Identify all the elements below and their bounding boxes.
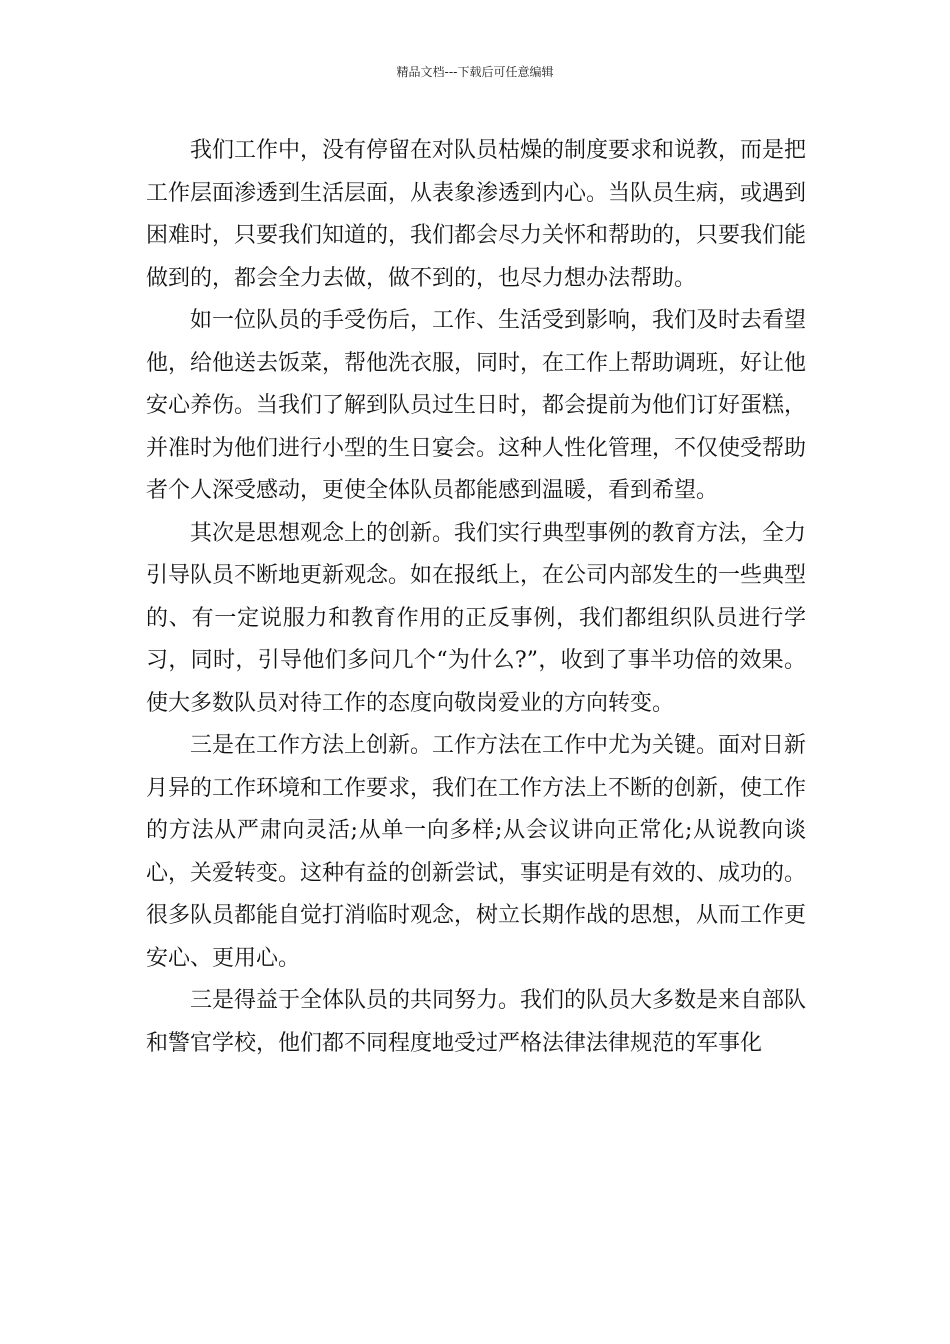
- paragraph: 三是在工作方法上创新。工作方法在工作中尤为关键。面对日新月异的工作环境和工作要求，我们在工作方法上不断的创新，使工作的方法从严肃向灵活;从单一向多样;从会议讲向正常化;从说教向谈心，关爱转变。这种有益的创新尝试，事实证明是有效的、成功的。很多队员都能自觉打消临时观念，树立长期作战的思想，从而工作更安心、更用心。: [146, 733, 807, 971]
- paragraph: 三是得益于全体队员的共同努力。我们的队员大多数是来自部队和警官学校，他们都不同程度地受过严格法律法律规范的军事化: [146, 988, 807, 1056]
- paragraph: 其次是思想观念上的创新。我们实行典型事例的教育方法，全力引导队员不断地更新观念。如在报纸上，在公司内部发生的一些典型的、有一定说服力和教育作用的正反事例，我们都组织队员进行学习，同时，引导他们多问几个“为什么?”，收到了事半功倍的效果。使大多数队员对待工作的态度向敬岗爱业的方向转变。: [146, 520, 807, 716]
- document-body: [146, 130, 806, 1065]
- paragraph: 如一位队员的手受伤后，工作、生活受到影响，我们及时去看望他，给他送去饭菜，帮他洗衣服，同时，在工作上帮助调班，好让他安心养伤。当我们了解到队员过生日时，都会提前为他们订好蛋糕，并准时为他们进行小型的生日宴会。这种人性化管理，不仅使受帮助者个人深受感动，更使全体队员都能感到温暖，看到希望。: [146, 308, 807, 503]
- page-header: 精品文档---下载后可任意编辑: [396, 65, 554, 79]
- paragraph: 我们工作中，没有停留在对队员枯燥的制度要求和说教，而是把工作层面渗透到生活层面，从表象渗透到内心。当队员生病，或遇到困难时，只要我们知道的，我们都会尽力关怀和帮助的，只要我们能做到的，都会全力去做，做不到的，也尽力想办法帮助。: [146, 138, 807, 291]
